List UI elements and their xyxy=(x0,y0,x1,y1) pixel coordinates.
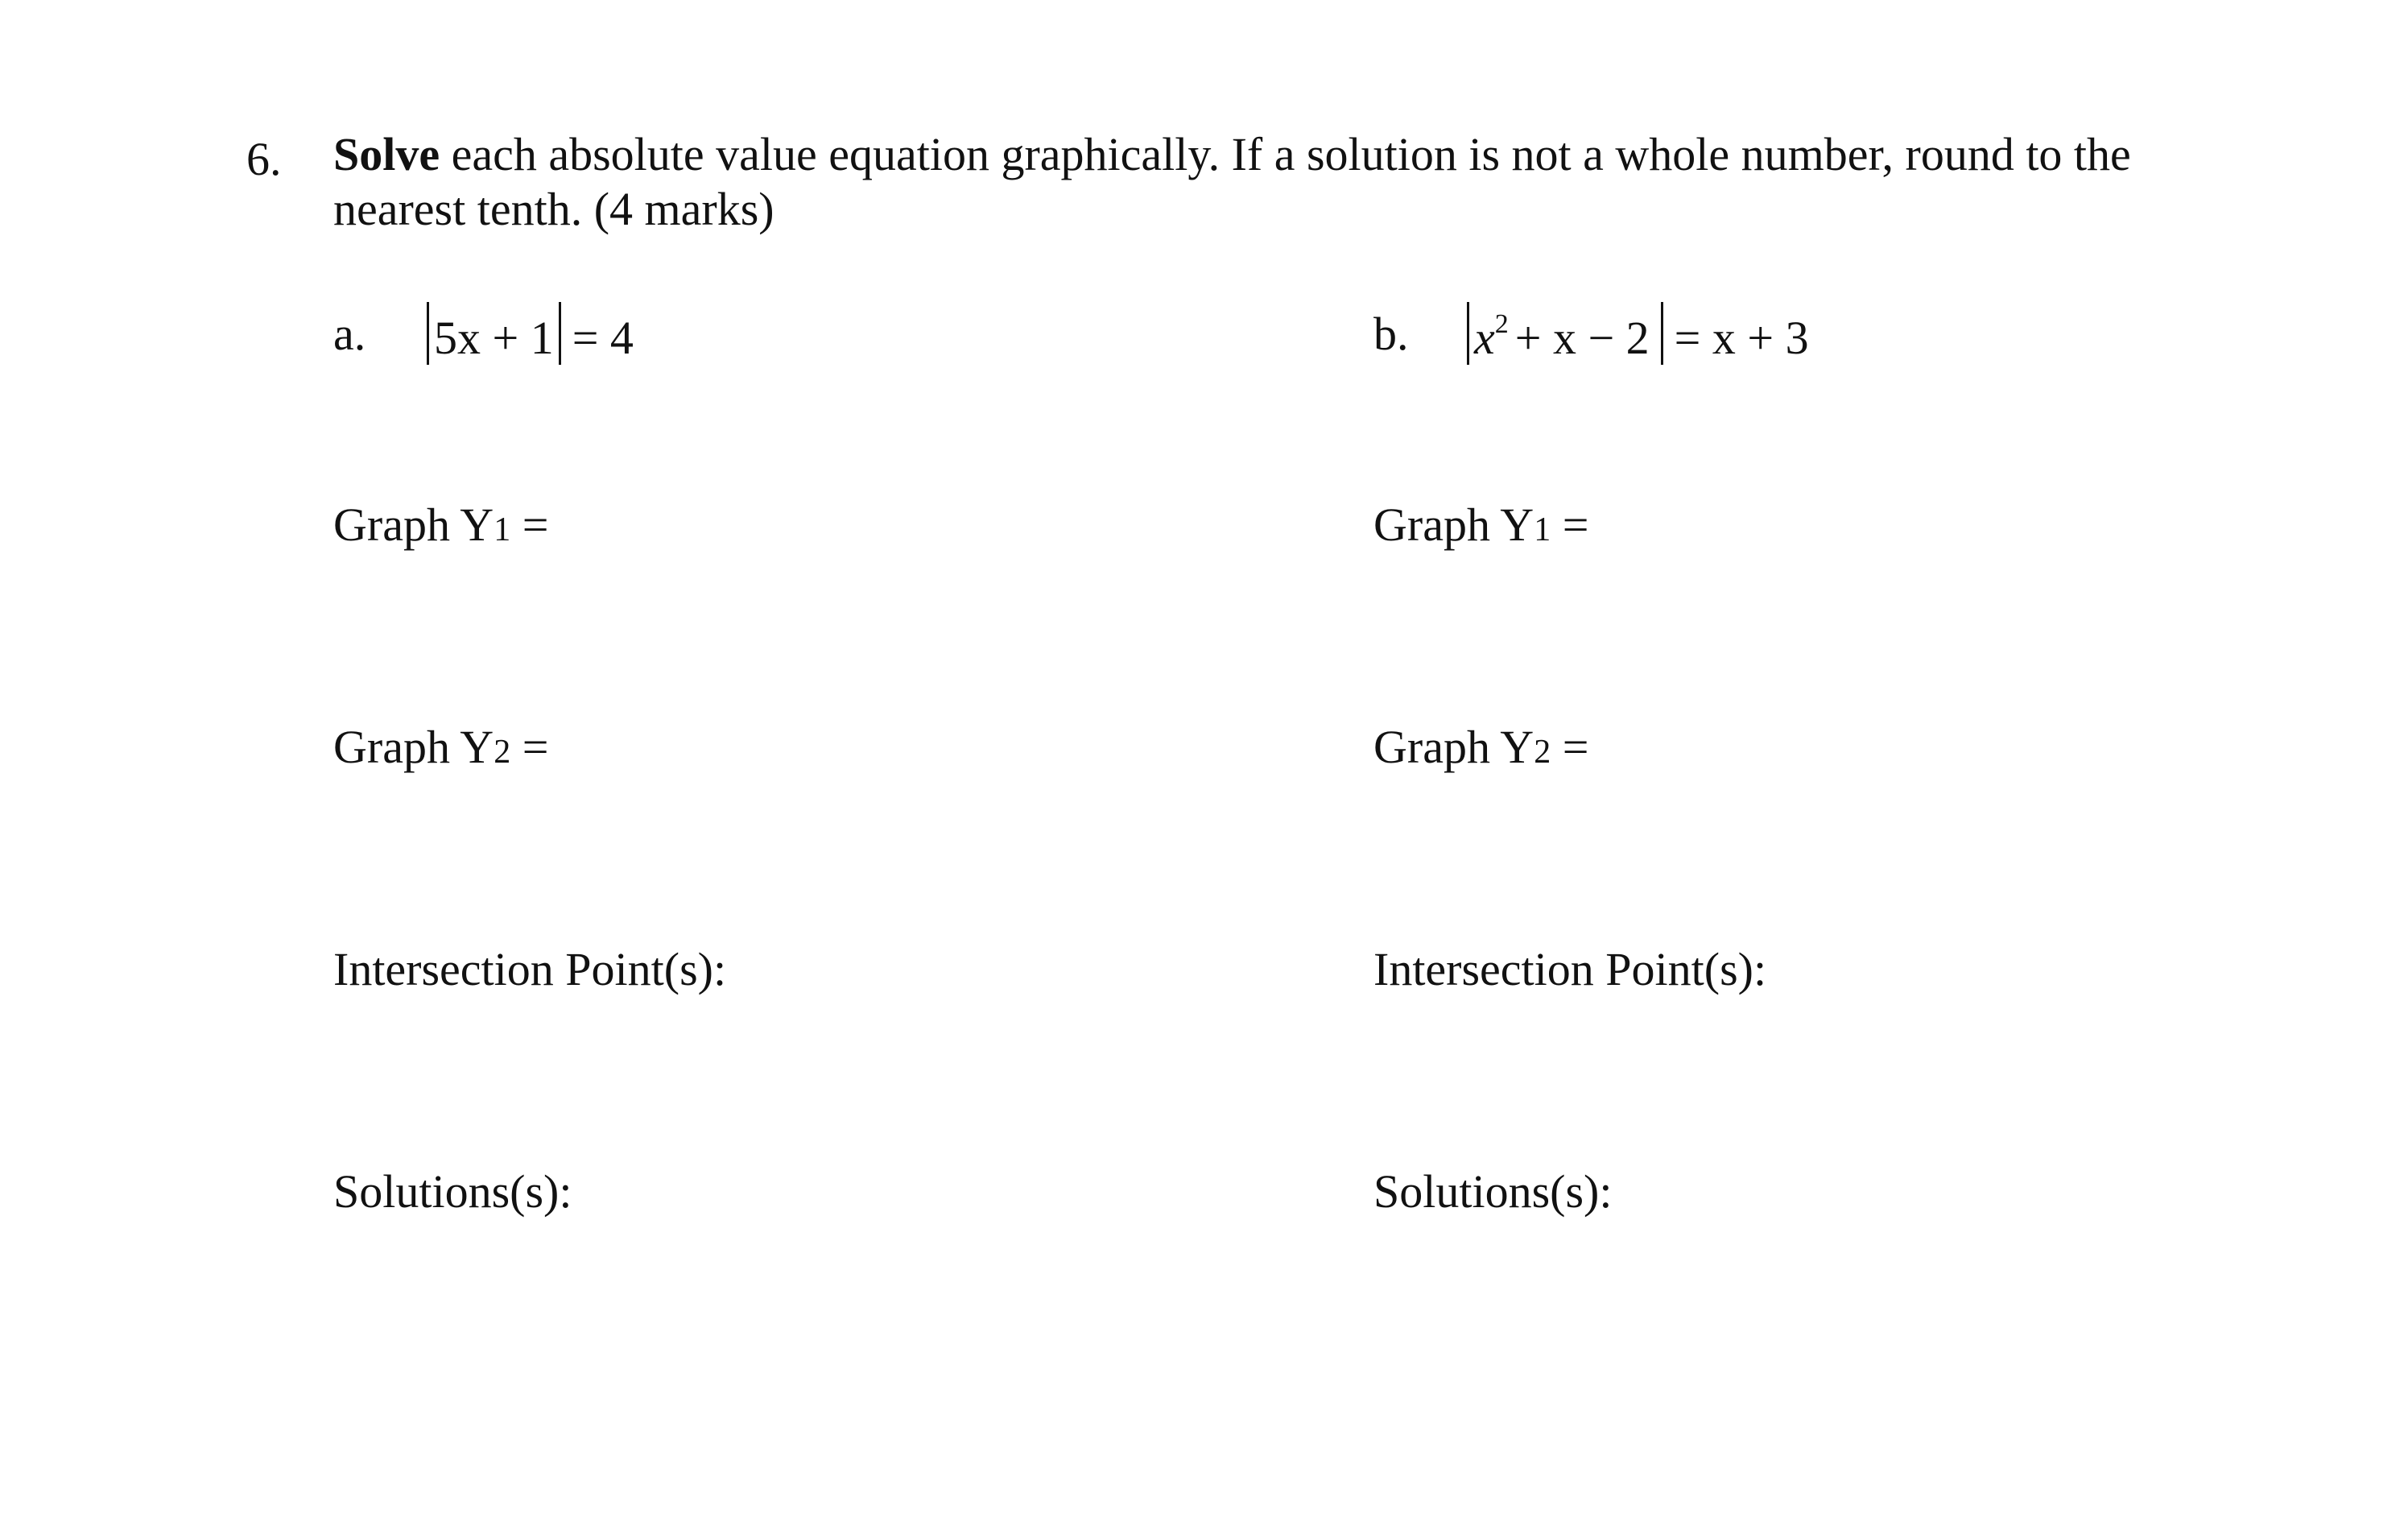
part-b-label: b. xyxy=(1373,308,1409,360)
part-a-equation xyxy=(422,302,640,370)
part-a-equation-inner: 5x + 1 xyxy=(434,312,554,364)
question-text-line1 xyxy=(333,128,2131,180)
part-a-graph-y2 xyxy=(333,715,548,784)
part-b-intersection-label: Intersection Point(s): xyxy=(1373,943,1767,995)
graph-y2-equals: = xyxy=(1551,721,1589,773)
question-number: 6. xyxy=(246,133,282,185)
part-b-equation xyxy=(1462,302,1815,370)
graph-y1-subscript: 1 xyxy=(494,511,511,548)
graph-y2-equals: = xyxy=(510,721,549,773)
question-instructions: each absolute value equation graphically. If a solution is not a whole number, round to the xyxy=(440,128,2131,180)
abs-bar-left xyxy=(1467,302,1469,365)
part-b-equation-rest: + x − 2 xyxy=(1514,312,1650,364)
part-a-intersection-label: Intersection Point(s): xyxy=(333,943,727,995)
abs-bar-right xyxy=(559,302,561,365)
graph-y1-prefix: Graph Y xyxy=(333,498,494,551)
graph-y1-equals: = xyxy=(510,498,549,551)
graph-y1-prefix: Graph Y xyxy=(1373,498,1534,551)
graph-y2-subscript: 2 xyxy=(1534,734,1551,771)
graph-y2-prefix: Graph Y xyxy=(1373,721,1534,773)
part-a-graph-y1 xyxy=(333,493,548,562)
part-b-solutions-label: Solutions(s): xyxy=(1373,1165,1613,1218)
part-b-graph-y1 xyxy=(1373,493,1588,562)
part-a-solutions-label: Solutions(s): xyxy=(333,1165,572,1218)
abs-bar-left xyxy=(427,302,429,365)
graph-y1-subscript: 1 xyxy=(1534,511,1551,548)
part-b-equation-rhs: = x + 3 xyxy=(1674,312,1809,364)
part-b-equation-var: x xyxy=(1474,312,1495,364)
part-b-graph-y2 xyxy=(1373,715,1588,784)
question-bold-word: Solve xyxy=(333,128,440,180)
part-a-equation-rhs: = 4 xyxy=(572,312,634,364)
graph-y2-prefix: Graph Y xyxy=(333,721,494,773)
question-text-line2: nearest tenth. (4 marks) xyxy=(333,183,774,235)
part-a-label: a. xyxy=(333,308,366,360)
part-b-equation-exponent: 2 xyxy=(1494,309,1509,339)
graph-y2-subscript: 2 xyxy=(494,734,511,771)
abs-bar-right xyxy=(1661,302,1663,365)
question-text xyxy=(333,127,2266,237)
graph-y1-equals: = xyxy=(1551,498,1589,551)
